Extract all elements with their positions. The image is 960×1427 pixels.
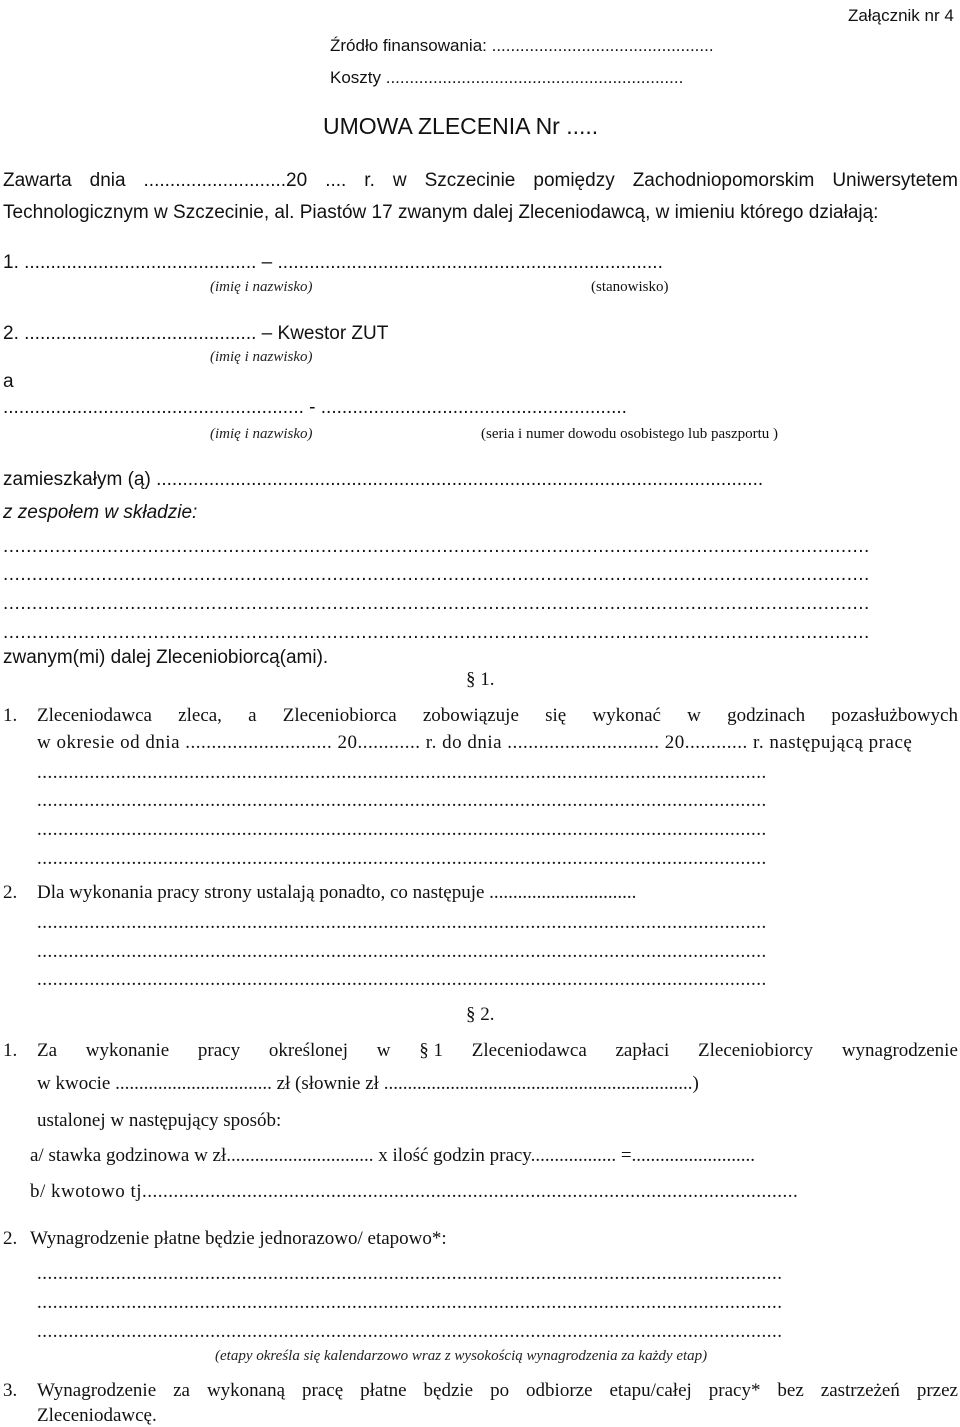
word: wynagrodzenie (841, 1040, 958, 1061)
word: zobowiązuje (422, 705, 519, 726)
word: Zleceniobiorca (282, 705, 397, 726)
work-description-line: ........................................................................................................................................... (37, 791, 767, 810)
word: pomiędzy (533, 170, 615, 191)
word: za (173, 1380, 190, 1401)
word: a (248, 705, 257, 726)
word: zapłaci (615, 1040, 670, 1061)
contractor-name-caption: (imię i nazwisko) (210, 426, 313, 442)
word: Zleceniodawca (471, 1040, 587, 1061)
hourly-rate-line: a/ stawka godzinowa w zł............................... x ilość godzin pracy.................. =.......................... (30, 1145, 756, 1166)
payment-stage-line: .............................................................................................................................................. (37, 1293, 783, 1312)
word: się (545, 705, 567, 726)
team-line: ...................................................................................................................................................... (3, 623, 870, 642)
word: wykonaną (206, 1380, 286, 1401)
work-description-line: ........................................................................................................................................... (37, 763, 767, 782)
word: Zawarta (3, 170, 72, 191)
team-line: ...................................................................................................................................................... (3, 565, 870, 584)
lump-sum-line: b/ kwotowo tj............................................................................................................................. (30, 1182, 799, 1201)
word: Zleceniodawca (37, 705, 152, 726)
section-1-paragraph-1-number: 1. (3, 705, 18, 726)
section-reference: § 1 (419, 1040, 444, 1061)
word: bez (777, 1380, 804, 1401)
section-1-heading: § 1. (466, 669, 495, 690)
section-1-paragraph-2-text: Dla wykonania pracy strony ustalają ponadto, co następuje ............................... (37, 882, 637, 903)
word: określonej (268, 1040, 349, 1061)
word: dnia (89, 170, 126, 191)
conjunction-a: a (3, 371, 14, 392)
section-2-paragraph-3-line-1 (37, 1381, 958, 1400)
intro-line-1 (3, 171, 958, 190)
section-2-paragraph-2-text: Wynagrodzenie płatne będzie jednorazowo/ etapowo*: (30, 1228, 447, 1249)
payment-method-intro: ustalonej w następujący sposób: (37, 1110, 282, 1131)
word: zleca, (178, 705, 222, 726)
word: pracę (302, 1380, 344, 1401)
section-2-heading: § 2. (466, 1004, 495, 1025)
representative-1-position-caption: (stanowisko) (591, 279, 669, 295)
team-line: ...................................................................................................................................................... (3, 594, 870, 613)
additional-terms-line: ........................................................................................................................................... (37, 942, 767, 961)
word: wykonać (592, 705, 661, 726)
date-field: ...........................20 (143, 170, 308, 191)
costs-field: Koszty ............................................................... (330, 68, 684, 87)
funding-source-field: Źródło finansowania: ............................................... (330, 36, 714, 55)
section-2-paragraph-1-number: 1. (3, 1040, 18, 1061)
word: Za (37, 1040, 58, 1061)
residence-line: zamieszkałym (ą) ................................................................................................................... (3, 469, 764, 490)
section-1-paragraph-1-line-2: w okresie od dnia ............................ 20............ r. do dnia ............................. 20............ r. następującą pracę (37, 733, 913, 752)
word: będzie (423, 1380, 474, 1401)
work-description-line: ........................................................................................................................................... (37, 820, 767, 839)
contractor-line: ......................................................... - .......................................................... (3, 397, 627, 418)
contractor-id-caption: (seria i numer dowodu osobistego lub paszportu ) (481, 426, 779, 442)
additional-terms-line: ........................................................................................................................................... (37, 913, 767, 932)
payment-amount-line: w kwocie ................................. zł (słownie zł .................................................................) (37, 1073, 699, 1094)
word: etapu/całej (609, 1380, 692, 1401)
section-1-paragraph-1-line-1 (37, 706, 958, 725)
word: odbiorze (526, 1380, 593, 1401)
payment-stage-note: (etapy określa się kalendarzowo wraz z wysokością wynagrodzenia za każdy etap) (215, 1348, 708, 1364)
section-2-paragraph-3-line-2: Zleceniodawcę. (37, 1405, 157, 1426)
word: pozasłużbowych (831, 705, 958, 726)
additional-terms-line: ........................................................................................................................................... (37, 970, 767, 989)
document-title: UMOWA ZLECENIA Nr ..... (323, 113, 599, 139)
word: zastrzeżeń (820, 1380, 900, 1401)
word: pracy (197, 1040, 241, 1061)
team-label: z zespołem w składzie: (3, 502, 198, 523)
word: godzinach (727, 705, 806, 726)
work-description-line: ........................................................................................................................................... (37, 849, 767, 868)
word: w (376, 1040, 391, 1061)
word: Zachodniopomorskim (632, 170, 815, 191)
word: Szczecinie (424, 170, 516, 191)
section-2-paragraph-2-number: 2. (3, 1228, 18, 1249)
section-1-paragraph-2-number: 2. (3, 882, 18, 903)
word: Wynagrodzenie (37, 1380, 157, 1401)
contractor-closing: zwanym(mi) dalej Zleceniobiorcą(ami). (3, 647, 329, 668)
representative-2-name-caption: (imię i nazwisko) (210, 349, 313, 365)
section-2-paragraph-1-line-1 (37, 1041, 958, 1060)
year-field: .... (325, 170, 347, 191)
representative-1-line: 1. ............................................ – ......................................................................... (3, 252, 663, 273)
attachment-label: Załącznik nr 4 (848, 6, 954, 25)
payment-stage-line: .............................................................................................................................................. (37, 1264, 783, 1283)
word: Zleceniobiorcy (698, 1040, 814, 1061)
word: pracy* (708, 1380, 761, 1401)
word: w (687, 705, 701, 726)
word: r. (364, 170, 375, 191)
team-line: ...................................................................................................................................................... (3, 537, 870, 556)
payment-stage-line: .............................................................................................................................................. (37, 1322, 783, 1341)
word: po (490, 1380, 510, 1401)
word: wykonanie (85, 1040, 170, 1061)
word: Uniwersytetem (832, 170, 958, 191)
word: w (392, 170, 407, 191)
word: płatne (360, 1380, 407, 1401)
intro-line-2: Technologicznym w Szczecinie, al. Piastów 17 zwanym dalej Zleceniodawcą, w imieniu którego działają: (3, 202, 879, 223)
word: przez (916, 1380, 958, 1401)
representative-1-name-caption: (imię i nazwisko) (210, 279, 313, 295)
section-2-paragraph-3-number: 3. (3, 1380, 18, 1401)
representative-2-line: 2. ............................................ – Kwestor ZUT (3, 323, 389, 344)
